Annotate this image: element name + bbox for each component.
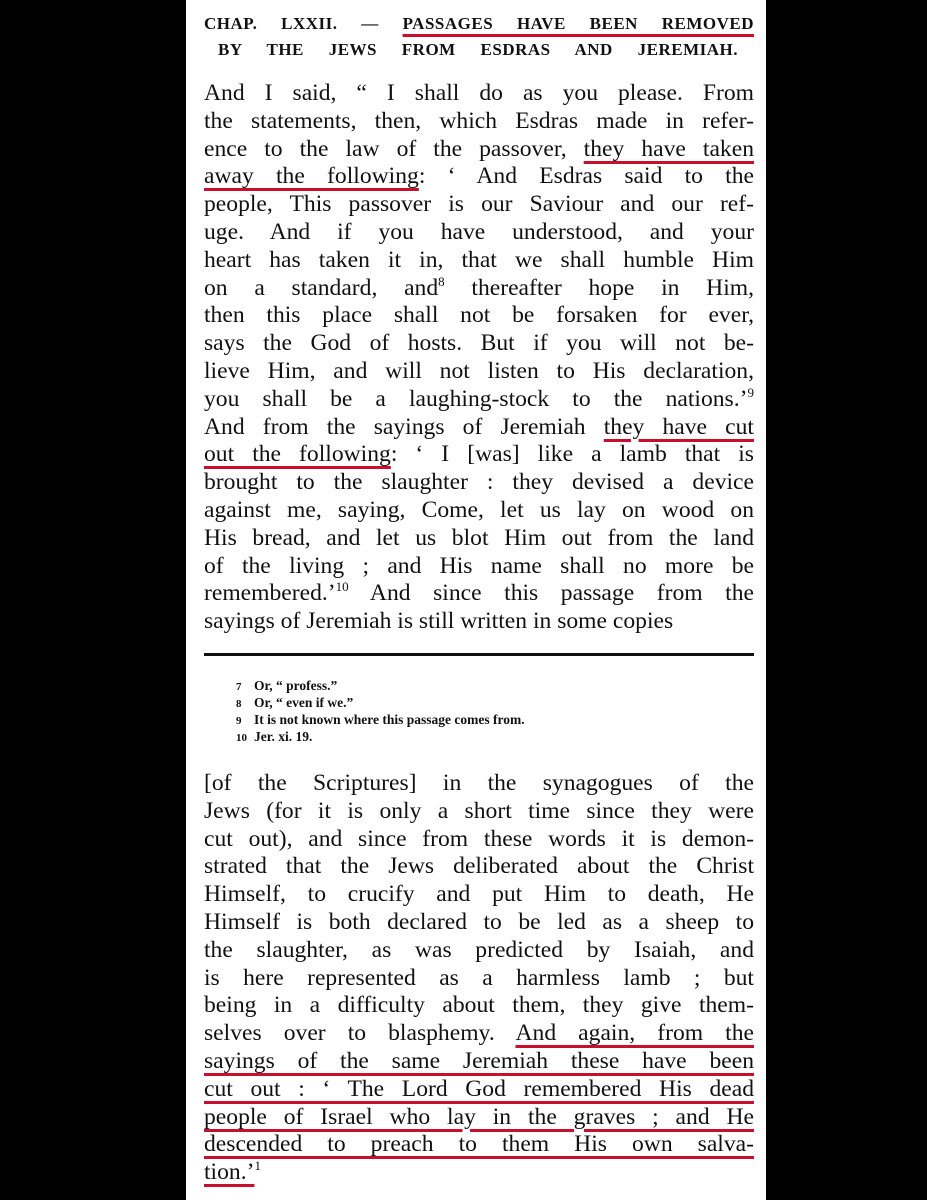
text-line — [204, 302, 754, 330]
underlined-text: they have cut — [603, 413, 754, 440]
line-text: on a standard, and — [204, 274, 439, 301]
text-line — [204, 330, 754, 358]
footnote-ref: 8 — [438, 273, 445, 289]
line-text: : ‘ I [was] like a lamb that is — [390, 441, 754, 468]
text-line — [204, 937, 754, 965]
document-page — [186, 0, 766, 1200]
line-text: : ‘ And Esdras said to the — [418, 163, 754, 190]
text-line — [204, 497, 754, 525]
text-line — [204, 191, 754, 219]
text-line — [204, 469, 754, 497]
text-line — [204, 1020, 754, 1048]
paragraph-2 — [204, 770, 754, 1187]
text-line — [204, 798, 754, 826]
text-line — [204, 80, 754, 108]
line-text: heart has taken it in, that we shall humble Him — [204, 246, 754, 273]
line-text: uge. And if you have understood, and your — [204, 218, 754, 245]
text-line — [204, 386, 754, 414]
footnote-number: 7 — [236, 681, 242, 693]
line-text: cut out), and since from these words it is demon- — [204, 825, 754, 852]
underlined-text: descended to preach to them His own salva- — [204, 1131, 754, 1158]
line-text: selves over to blasphemy. — [204, 1020, 516, 1047]
text-line — [204, 414, 754, 442]
footnote — [236, 695, 525, 712]
text-line — [204, 219, 754, 247]
text-line — [204, 1131, 754, 1159]
text-line — [204, 108, 754, 136]
line-text: Himself is both declared to be led as a sheep to — [204, 908, 754, 935]
footnote-ref: 9 — [747, 384, 754, 400]
text-line — [204, 1104, 754, 1132]
line-text: the slaughter, as was predicted by Isaiah, and — [204, 936, 754, 963]
text-line — [204, 826, 754, 854]
text-line — [204, 608, 754, 636]
footnote-text: It is not known where this passage comes from. — [254, 712, 525, 727]
footnote — [236, 678, 525, 695]
line-text: being in a difficulty about them, they give them- — [204, 992, 754, 1019]
line-text: against me, saying, Come, let us lay on wood on — [204, 496, 754, 523]
line-text: remembered.’ — [204, 580, 336, 607]
line-text: then this place shall not be forsaken for ever, — [204, 302, 754, 329]
text-line — [204, 1048, 754, 1076]
chapter-heading — [204, 14, 754, 66]
text-line — [204, 553, 754, 581]
footnote-number: 9 — [236, 715, 242, 727]
text-line — [204, 1076, 754, 1104]
line-text: And since this passage from the — [348, 580, 754, 607]
underlined-text: away the following — [204, 163, 419, 190]
underlined-text: people of Israel who lay in the graves ; and He — [204, 1103, 754, 1130]
line-text: sayings of Jeremiah is still written in some copies — [204, 608, 674, 635]
chapter-title-line2: BY THE JEWS FROM ESDRAS AND JEREMIAH. — [218, 40, 738, 59]
underlined-text: cut out : ‘ The Lord God remembered His dead — [204, 1075, 754, 1102]
text-line — [204, 275, 754, 303]
line-text: is here represented as a harmless lamb ; but — [204, 964, 754, 991]
text-line — [204, 909, 754, 937]
underlined-text: sayings of the same Jeremiah these have been — [204, 1047, 754, 1074]
footnote-text: Or, “ even if we.” — [254, 695, 354, 710]
line-text: thereafter hope in Him, — [444, 274, 754, 301]
footnote-ref: 10 — [335, 579, 349, 595]
footnote-divider — [204, 653, 754, 656]
text-line — [204, 136, 754, 164]
text-line — [204, 358, 754, 386]
line-text: And I said, “ I shall do as you please. From — [204, 80, 754, 106]
line-text: ence to the law of the passover, — [204, 135, 584, 162]
footnote-number: 10 — [236, 732, 247, 744]
line-text: His bread, and let us blot Him out from the land — [204, 524, 754, 551]
line-text: people, This passover is our Saviour and our ref- — [204, 191, 754, 218]
line-text: brought to the slaughter : they devised a device — [204, 469, 754, 496]
line-text: you shall be a laughing-stock to the nations.’ — [204, 385, 748, 412]
line-text: of the living ; and His name shall no more be — [204, 552, 754, 579]
chapter-title-underlined: PASSAGES HAVE BEEN REMOVED — [402, 14, 754, 33]
text-line — [204, 163, 754, 191]
line-text: the statements, then, which Esdras made in refer- — [204, 107, 754, 134]
underlined-text: out the following — [204, 441, 391, 468]
text-line — [204, 770, 754, 798]
line-text: Jews (for it is only a short time since they were — [204, 797, 754, 824]
underlined-text: And again, from the — [515, 1020, 754, 1047]
footnote — [236, 712, 525, 729]
line-text: [of the Scriptures] in the synagogues of the — [204, 770, 754, 796]
line-text: Himself, to crucify and put Him to death, He — [204, 881, 754, 908]
chapter-number: CHAP. LXXII. — — [204, 14, 379, 33]
text-line — [204, 1159, 754, 1187]
line-text: strated that the Jews deliberated about the Christ — [204, 853, 754, 880]
footnotes — [236, 678, 525, 746]
footnote-ref: 1 — [254, 1158, 261, 1174]
text-line — [204, 247, 754, 275]
text-line — [204, 992, 754, 1020]
text-line — [204, 580, 754, 608]
text-line — [204, 965, 754, 993]
line-text: lieve Him, and will not listen to His declaration, — [204, 357, 754, 384]
text-line — [204, 853, 754, 881]
text-line — [204, 441, 754, 469]
footnote-number: 8 — [236, 698, 242, 710]
line-text: And from the sayings of Jeremiah — [204, 413, 604, 440]
text-line — [204, 881, 754, 909]
footnote-text: Or, “ profess.” — [254, 678, 338, 693]
underlined-text: tion.’ — [204, 1159, 255, 1186]
underlined-text: they have taken — [583, 135, 754, 162]
paragraph-1 — [204, 80, 754, 636]
text-line — [204, 525, 754, 553]
line-text: says the God of hosts. But if you will not be- — [204, 330, 754, 357]
footnote — [236, 729, 525, 746]
footnote-text: Jer. xi. 19. — [254, 729, 313, 744]
